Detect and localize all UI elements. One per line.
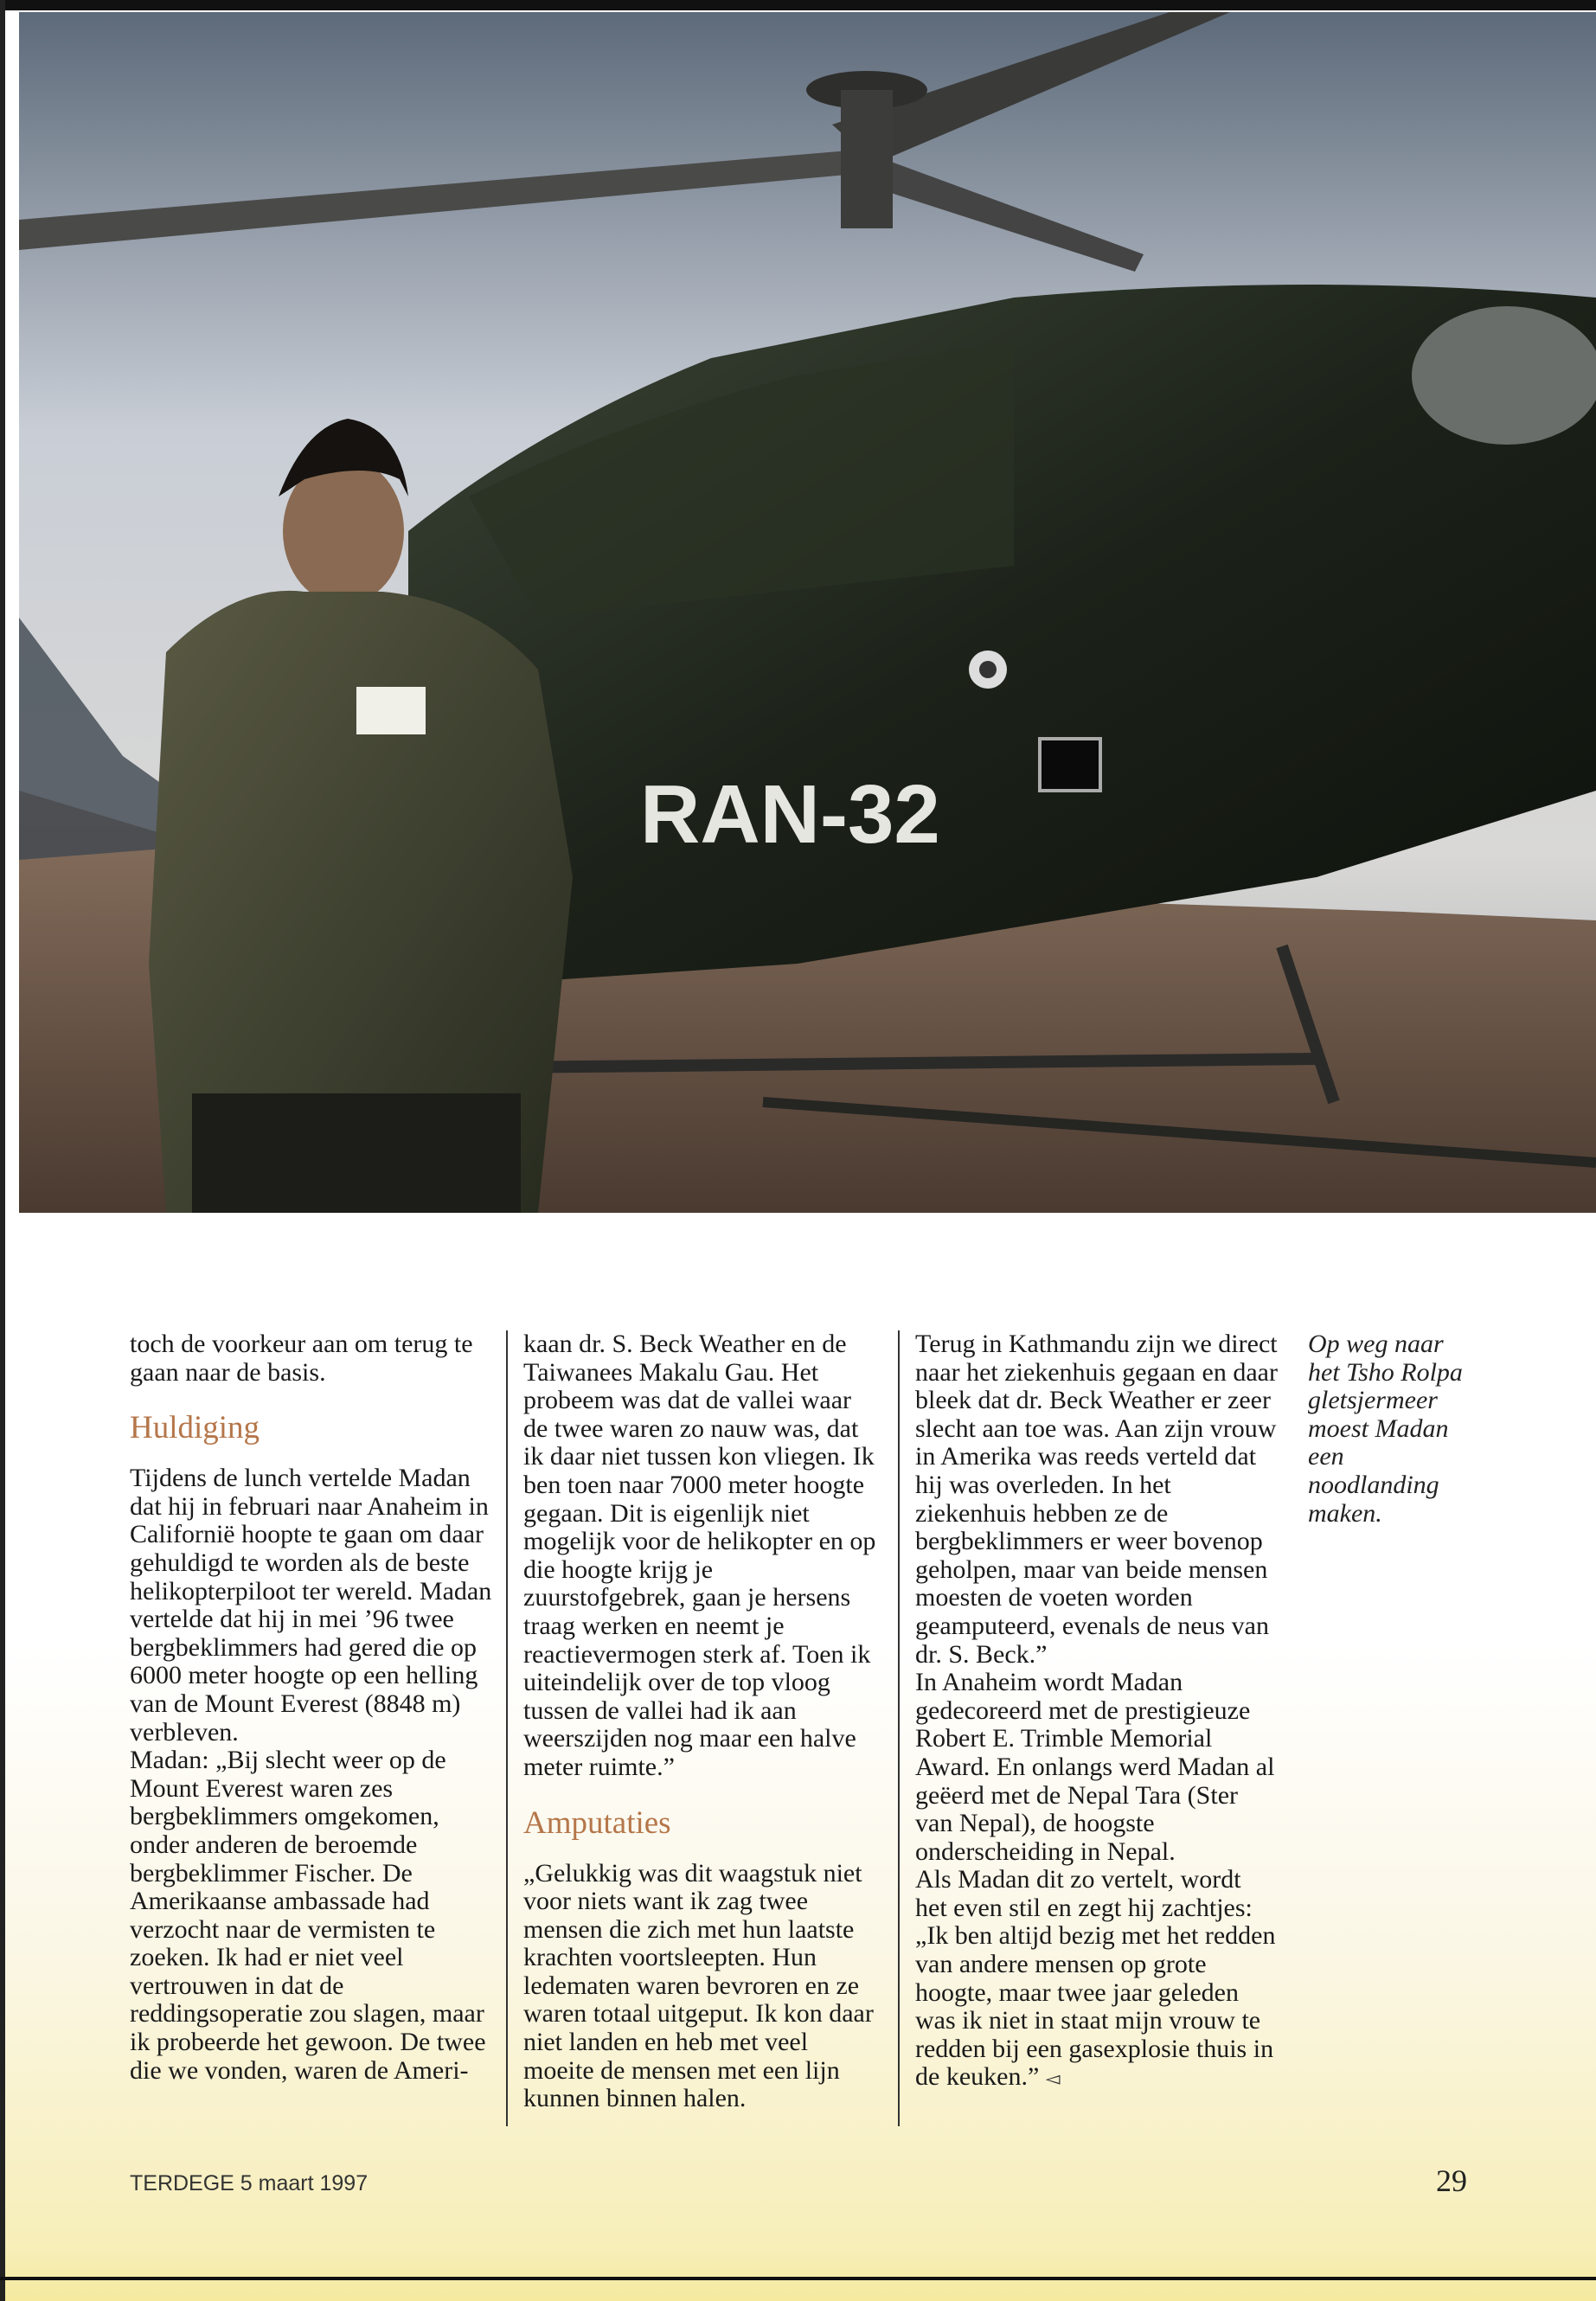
photo-caption: Op weg naar het Tsho Rolpa gletsjermeer moest Madan een noodlanding maken. [1308, 1330, 1463, 1528]
paragraph: Terug in Kathmandu zijn we direct naar het ziekenhuis gegaan en daar bleek dat dr. Beck Weather er zeer slecht aan toe was. Aan zijn vrouw in Amerika was reeds verteld dat hij was overleden. In het ziekenhuis hebben ze de bergbeklimmers er weer bovenop geholpen, maar van beide mensen moesten de voeten worden geamputeerd, evenals de neus van dr. S. Beck.” [915, 1330, 1278, 1669]
footer-publication: TERDEGE 5 maart 1997 [130, 2171, 369, 2195]
helicopter-photo [19, 12, 1596, 1213]
section-heading-amputaties: Amputaties [523, 1804, 671, 1841]
column-rule-2 [898, 1330, 900, 2126]
paragraph: toch de voorkeur aan om terug te gaan naar de basis. [130, 1330, 473, 1387]
paragraph [915, 1866, 1279, 2093]
helicopter-marking: RAN-32 [640, 768, 940, 861]
end-of-article-icon: ◅ [1045, 2067, 1061, 2090]
scan-top-edge [0, 0, 1596, 10]
bottom-rule [0, 2277, 1596, 2280]
article-column-2 [523, 1330, 878, 2113]
scan-left-edge [0, 0, 5, 2301]
column-rule-1 [506, 1330, 508, 2126]
section-heading-huldiging: Huldiging [130, 1410, 260, 1446]
paragraph: Madan: „Bij slecht weer op de Mount Everest waren zes bergbeklimmers omgekomen, onder anderen de beroemde bergbeklimmer Fischer. De Amerikaanse ambassade had verzocht naar de vermisten te zoeken. Ik had er niet veel vertrouwen in dat de reddingsoperatie zou slagen, maar ik probeerde het gewoon. De twee die we vonden, waren de Ameri- [130, 1746, 486, 2085]
article-column-3 [915, 1330, 1279, 2093]
page-number: 29 [1436, 2163, 1467, 2198]
paragraph: kaan dr. S. Beck Weather en de Taiwanees Makalu Gau. Het probeem was dat de vallei waar de twee waren zo nauw was, dat ik daar niet tussen kon vliegen. Ik ben toen naar 7000 meter hoogte gegaan. Dit is eigenlijk niet mogelijk voor de helikopter en op die hoogte krijg je zuurstofgebrek, gaan je hersens traag werken en neemt je reactievermogen sterk af. Toen ik uiteindelijk over de top vloog tussen de vallei had ik aan weerszijden nog maar een halve meter ruimte.” [523, 1330, 876, 1781]
article-column-1 [130, 1330, 493, 2085]
paragraph: In Anaheim wordt Madan gedecoreerd met de prestigieuze Robert E. Trimble Memorial Award. En onlangs werd Madan al geëerd met de Nepal Tara (Ster van Nepal), de hoogste onderscheiding in Nepal. [915, 1668, 1275, 1866]
paragraph: Tijdens de lunch vertelde Madan dat hij in februari naar Anaheim in Californië hoopte te gaan om daar gehuldigd te worden als de beste helikopterpiloot ter wereld. Madan vertelde dat hij in mei ’96 twee bergbeklimmers had gered die op 6000 meter hoogte op een helling van de Mount Everest (8848 m) verbleven. [130, 1464, 492, 1747]
paragraph: „Gelukkig was dit waagstuk niet voor niets want ik zag twee mensen die zich met hun laatste krachten voortsleepten. Hun ledematen waren bevroren en ze waren totaal uitgeput. Ik kon daar niet landen en heb met veel moeite de mensen met een lijn kunnen binnen halen. [523, 1858, 874, 2113]
paragraph-text: Als Madan dit zo vertelt, wordt het even stil en zegt hij zachtjes: „Ik ben altijd bezig met het redden van andere mensen op grote hoogte, maar twee jaar geleden was ik niet in staat mijn vrouw te redden bij een gasexplosie thuis in de keuken.” [915, 1865, 1276, 2092]
